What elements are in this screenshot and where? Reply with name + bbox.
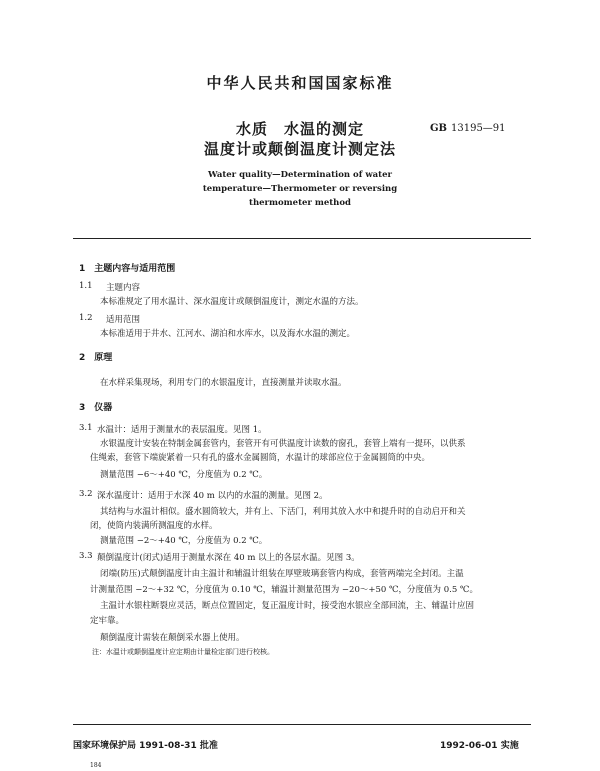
clause-1-2-title: 适用范围 — [106, 315, 141, 325]
standard-prefix: GB — [430, 123, 447, 134]
national-standard-heading: 中华人民共和国国家标准 — [206, 74, 394, 92]
clause-1-1-title: 主题内容 — [106, 283, 141, 293]
clause-3-1-number: 3.1 — [79, 423, 93, 433]
section-1-heading: 1 主题内容与适用范围 — [79, 264, 176, 274]
clause-1-2-number: 1.2 — [79, 313, 93, 323]
clause-3-2-text: 深水温度计：适用于水深 40 m 以内的水温的测量。见图 2。 — [97, 491, 328, 501]
implementation-date: 1992-06-01 实施 — [440, 741, 519, 751]
footer-divider — [73, 724, 531, 725]
title-line-2: 温度计或颠倒温度计测定法 — [203, 140, 396, 158]
page-number: 184 — [90, 762, 102, 769]
clause-1-1-number: 1.1 — [79, 281, 93, 291]
english-title-line-1: Water quality—Determination of water — [208, 170, 392, 180]
clause-3-3-para-2-line-1: 主温计水银柱断裂应灵活，断点位置固定，复正温度计时，接受泡水银应全部回流，主、辅温计应固 — [100, 601, 475, 611]
clause-3-2-para-line-2: 闭，使筒内装满所测温度的水样。 — [90, 521, 218, 531]
clause-3-1-range: 测量范围 −6～+40 ℃，分度值为 0.2 ℃。 — [100, 470, 268, 480]
clause-1-2-text: 本标准适用于井水、江河水、湖泊和水库水，以及海水水温的测定。 — [100, 329, 356, 339]
clause-3-3-number: 3.3 — [79, 551, 93, 561]
clause-3-2-range: 测量范围 −2～+40 ℃，分度值为 0.2 ℃。 — [100, 536, 268, 546]
header-divider — [73, 238, 531, 239]
section-2-text: 在水样采集现场，利用专门的水银温度计，直接测量并读取水温。 — [100, 378, 347, 388]
clause-3-3-para-1-line-1: 闭端(防压)式颠倒温度计由主温计和辅温计组装在厚壁玻璃套管内构成，套管两端完全封闭。主温 — [100, 569, 464, 579]
section-3-heading: 3 仪器 — [79, 403, 113, 413]
clause-3-3-para-1-line-2: 计测量范围 −2～+32 ℃，分度值为 0.10 ℃，辅温计测量范围为 −20～+50 ℃，分度值为 0.5 ℃。 — [90, 585, 478, 595]
clause-3-3-text: 颠倒温度计(闭式)适用于测量水深在 40 m 以上的各层水温。见图 3。 — [97, 553, 360, 563]
clause-3-1-text: 水温计：适用于测量水的表层温度。见图 1。 — [97, 425, 267, 435]
clause-3-1-para-line-1: 水银温度计安装在特制金属套管内，套管开有可供温度计读数的窗孔，套管上端有一提环，以供系 — [100, 439, 466, 449]
clause-3-3-para-2-line-2: 定牢靠。 — [90, 616, 125, 626]
clause-3-1-para-line-2: 住绳索，套管下端旋紧着一只有孔的盛水金属圆筒，水温计的球部应位于金属圆筒的中央。 — [90, 453, 431, 463]
approval-date: 国家环境保护局 1991-08-31 批准 — [73, 741, 218, 751]
clause-3-3-para-3: 颠倒温度计需装在颠倒采水器上使用。 — [100, 633, 245, 643]
title-line-1: 水质 水温的测定 — [235, 120, 364, 138]
clause-3-2-number: 3.2 — [79, 489, 93, 499]
clause-1-1-text: 本标准规定了用水温计、深水温度计或颠倒温度计，测定水温的方法。 — [100, 297, 364, 307]
section-2-heading: 2 原理 — [79, 353, 113, 363]
standard-code: 13195—91 — [451, 123, 506, 134]
english-title-line-3: thermometer method — [249, 198, 351, 208]
english-title-line-2: temperature—Thermometer or reversing — [202, 184, 398, 194]
clause-3-2-para-line-1: 其结构与水温计相似。盛水圆筒较大，并有上、下活门，利用其放入水中和提升时的自动启开和关 — [100, 507, 466, 517]
instrument-note: 注：水温计或颠倒温度计应定期由计量检定部门进行校核。 — [92, 648, 274, 656]
standard-number — [430, 123, 506, 134]
